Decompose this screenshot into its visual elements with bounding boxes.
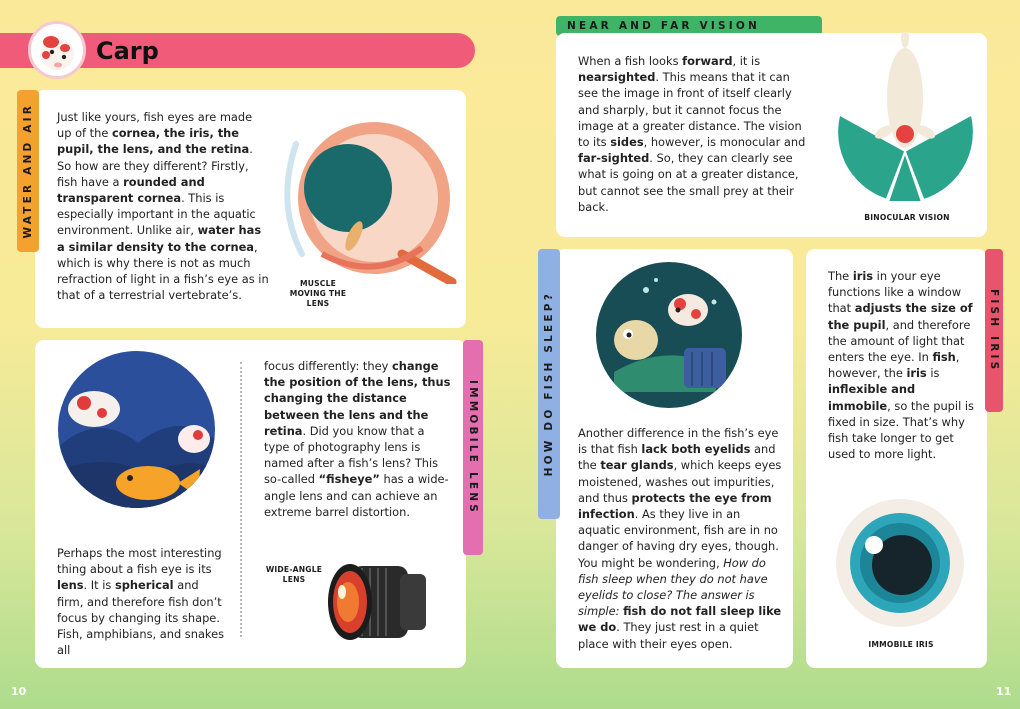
immobile-lens-text-2: focus differently: they change the position of the lens, thus changing the distance between the lens and the retina. Did you know that a type of photography lens is named after a fish’s lens? This so-called “fisheye” has a wide-angle lens and can achieve an extreme barrel distortion. [264,359,451,519]
immobile-lens-text-1: Perhaps the most interesting thing about a fish eye is its lens. It is spherical and firm, and therefore fish don’t focus by changing its shape. Fish, amphibians, and snakes all [57,546,225,658]
water-and-air-text: Just like yours, fish eyes are made up of the cornea, the iris, the pupil, the lens, and the retina. So how are they different? Firstly, fish have a rounded and transparent cornea. This is especially important in the aquatic environment. Unlike air, water has a similar density to the cornea, which is why there is not as much refraction of light in a fish’s eye as in that of a terrestrial vertebrate’s. [57,110,269,303]
camera-lens-illustration [322,556,430,650]
right-page-number: 11 [996,685,1012,698]
immobile-iris-caption: IMMOBILE IRIS [868,640,934,649]
fish-underwater-illustration [58,351,215,508]
immobile-lens-tab [463,340,483,555]
fish-iris-text: The iris in your eye functions like a window that adjusts the size of the pupil, and therefore the amount of light that enters the eye. In fish, however, the iris is inflexible and immobile, so the pupil is fixed in size. That’s why fish take longer to get used to more light. [828,269,974,462]
eye-cross-section-illustration [282,114,462,284]
wide-angle-caption: WIDE-ANGLE LENS [265,565,323,584]
muscle-caption: MUSCLE MOVING THE LENS [289,279,347,308]
binocular-vision-caption: BINOCULAR VISION [864,213,950,222]
fish-sleep-heading: HOW DO FISH SLEEP? [543,291,555,477]
fish-sleep-text: Another difference in the fish’s eye is that fish lack both eyelids and the tear glands, which keeps eyes moistened, washes out impurities, and thus protects the eye from infection. As they live in an aquatic environment, fish are in no danger of having dry eyes, though. You might be wondering, How do fish sleep when they do not have eyelids to close? The answer is simple: fish do not fall sleep like we do. They just rest in a quiet place with their eyes open. [578,426,782,651]
column-divider [240,362,242,637]
page-title: Carp [96,37,159,65]
water-and-air-heading: WATER AND AIR [22,103,34,239]
water-and-air-tab [17,90,39,252]
left-page-number: 10 [11,685,27,698]
sleeping-fish-illustration [596,262,742,408]
fish-iris-heading: FISH IRIS [988,288,1000,373]
fish-eye-iris-illustration [834,497,966,629]
fish-sleep-tab [538,249,560,519]
immobile-lens-heading: IMMOBILE LENS [467,380,479,515]
near-far-vision-heading: NEAR AND FAR VISION [567,20,760,32]
near-far-vision-text: When a fish looks forward, it is nearsighted. This means that it can see the image in front of itself clearly and sharply, but it cannot focus the image at a greater distance. The vision to its sides, however, is monocular and far-sighted. So, they can clearly see what is going on at a greater distance, but cannot see the small prey at their back. [578,54,806,214]
fish-iris-tab [985,249,1003,412]
carp-icon [28,21,86,79]
binocular-vision-diagram [838,32,973,210]
